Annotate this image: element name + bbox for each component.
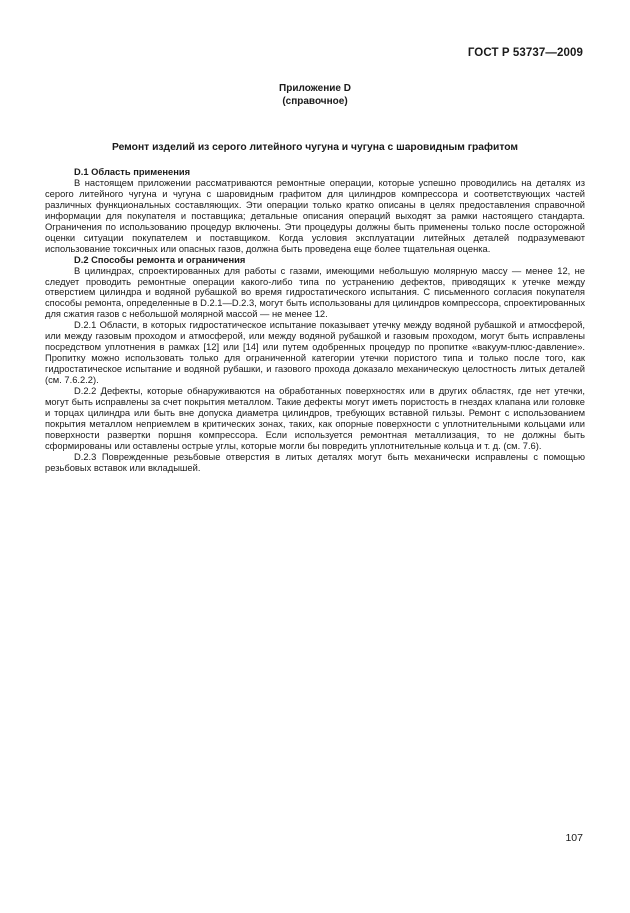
paragraph: D.2.3 Поврежденные резьбовые отверстия в литых деталях могут быть механически исправлены с помощью резьбовых вставок или вкладышей. (45, 451, 585, 473)
document-code: ГОСТ Р 53737—2009 (467, 47, 583, 59)
page-number: 107 (565, 832, 583, 844)
paragraph: D.2.1 Области, в которых гидростатическое испытание показывает утечку между водяной рубашкой и атмосферой, или между газовым проходом и атмосферой, или между водяной рубашкой и газовым проходом, могут быть исправлены посредством уплотнения в рамках [12] или [14] или путем одобренных процедур по пропитке «вакуум-плюс-давление». Пропитку можно использовать только для ограниченной категории утечки пористого типа и только после того, как гидростатическое испытание и водяной рубашки, и газового прохода доказало механическую целостность литых деталей (см. 7.6.2.2). (45, 320, 585, 386)
paragraph: В настоящем приложении рассматриваются ремонтные операции, которые успешно проводились на деталях из серого литейного чугуна и чугуна с шаровидным графитом для цилиндров компрессора и соответствующих частей различных функциональных составляющих. Эти операции только кратко описаны в целях предоставления справочной информации для покупателя и поставщика; детальные описания операций выходят за рамки настоящего стандарта. Ограничения по использованию процедур включены. Эти процедуры должны быть применены только после осторожной оценки ситуации покупателем и поставщиком. Когда условия эксплуатации литейных деталей подразумевают использование токсичных или опасных газов, должна быть проведена еще более тщательная оценка. (45, 177, 585, 254)
document-title: Ремонт изделий из серого литейного чугуна и чугуна с шаровидным графитом (111, 142, 519, 153)
appendix-subtitle: (справочное) (282, 95, 348, 107)
appendix-heading (0, 83, 630, 108)
appendix-title: Приложение D (279, 83, 351, 94)
section-heading-repair-methods: D.2 Способы ремонта и ограничения (74, 254, 246, 265)
document-body (45, 167, 585, 474)
paragraph: D.2.2 Дефекты, которые обнаруживаются на обработанных поверхностях или в других областях, где нет утечки, могут быть исправлены за счет покрытия металлом. Такие дефекты могут иметь пористость в гнездах клапана или головке и торцах цилиндра или быть вне допуска диаметра цилиндров, требующих вставной гильзы. Ремонт с использованием покрытия металлом неприемлем в критических зонах, таких, как опорные поверхности с уплотнительными кольцами или поверхности развертки поршня компрессора. Если используется ремонтная металлизация, то не должны быть сформированы или оставлены острые углы, которые могли бы повредить уплотнительные кольца и т. д. (см. 7.6). (45, 386, 585, 451)
paragraph: В цилиндрах, спроектированных для работы с газами, имеющими небольшую молярную массу — менее 12, не следует проводить ремонтные операции какого-либо типа по устранению дефектов, приводящих к утечке между отверстием цилиндра и водяной рубашкой во время гидростатического испытания. С письменного согласия покупателя способы ремонта, определенные в D.2.1—D.2.3, могут быть использованы для цилиндров компрессора, спроектированных для сжатия газов с небольшой молярной массой — не менее 12. (45, 265, 585, 320)
section-heading-scope: D.1 Область применения (74, 167, 191, 177)
